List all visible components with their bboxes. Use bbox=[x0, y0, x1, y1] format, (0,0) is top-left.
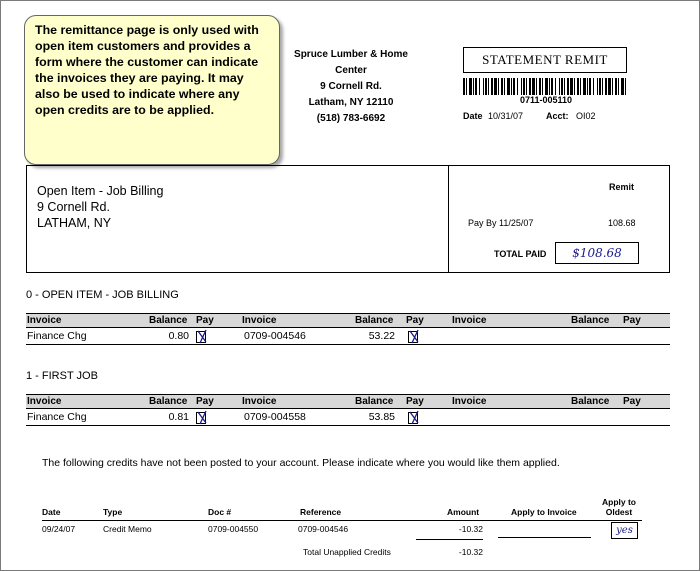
credits-header-line bbox=[42, 520, 642, 521]
row-balance: 0.81 bbox=[168, 411, 189, 423]
callout-text: The remittance page is only used with open item customers and provides a form where the customer can indicate the invoices they are paying. It may also be used to indicate where any open credits are to be applied. bbox=[35, 23, 259, 117]
credits-note: The following credits have not been posted to your account. Please indicate where you would like them applied. bbox=[42, 457, 560, 469]
credit-type: Credit Memo bbox=[103, 524, 152, 534]
barcode-number: 0711-005110 bbox=[519, 95, 573, 105]
statement-title: STATEMENT REMIT bbox=[463, 47, 627, 73]
company-street: 9 Cornell Rd. bbox=[320, 81, 382, 92]
credits-th-date: Date bbox=[42, 507, 61, 517]
th-invoice-2: Invoice bbox=[242, 315, 277, 326]
row-balance: 0.80 bbox=[168, 330, 189, 342]
th-pay-2: Pay bbox=[406, 315, 424, 326]
table-row bbox=[26, 411, 670, 425]
table-header-open-item bbox=[26, 313, 670, 328]
total-unapplied-label: Total Unapplied Credits bbox=[303, 547, 391, 557]
pay-by-amount: 108.68 bbox=[608, 218, 636, 228]
th-pay-3: Pay bbox=[623, 315, 641, 326]
acct-label: Acct: bbox=[546, 111, 569, 121]
th-invoice-2: Invoice bbox=[242, 396, 277, 407]
th-balance-1: Balance bbox=[149, 315, 188, 326]
credits-th-type: Type bbox=[103, 507, 123, 517]
row-invoice: 0709-004546 bbox=[244, 330, 306, 342]
amount-underline bbox=[416, 539, 483, 540]
credits-th-apply-invoice: Apply to Invoice bbox=[511, 507, 577, 517]
credit-reference: 0709-004546 bbox=[298, 524, 349, 534]
info-callout bbox=[24, 15, 280, 165]
credits-th-doc: Doc # bbox=[208, 507, 232, 517]
row-invoice: Finance Chg bbox=[27, 411, 87, 423]
credits-th-amount: Amount bbox=[447, 507, 480, 517]
row-balance: 53.22 bbox=[368, 330, 395, 342]
acct-value: OI02 bbox=[576, 111, 596, 121]
company-name: Spruce Lumber & Home Center bbox=[294, 49, 408, 76]
row-divider bbox=[26, 344, 670, 345]
pay-by-label: Pay By 11/25/07 bbox=[468, 218, 534, 228]
th-pay-1: Pay bbox=[196, 396, 214, 407]
apply-oldest-line2: Oldest bbox=[605, 507, 633, 517]
credit-doc: 0709-004550 bbox=[208, 524, 259, 534]
company-city: Latham, NY 12110 bbox=[308, 97, 394, 108]
pay-checkbox[interactable] bbox=[408, 412, 418, 424]
pay-checkbox[interactable] bbox=[408, 331, 418, 343]
section-title-first-job: 1 - FIRST JOB bbox=[26, 370, 98, 382]
th-pay-2: Pay bbox=[406, 396, 424, 407]
customer-line2: 9 Cornell Rd. bbox=[37, 200, 110, 214]
company-block bbox=[281, 47, 421, 127]
row-invoice: Finance Chg bbox=[27, 330, 87, 342]
total-paid-label: TOTAL PAID bbox=[494, 249, 547, 259]
row-invoice: 0709-004558 bbox=[244, 411, 306, 423]
credits-th-reference: Reference bbox=[300, 507, 342, 517]
customer-line3: LATHAM, NY bbox=[37, 216, 112, 230]
th-invoice-3: Invoice bbox=[452, 315, 487, 326]
th-invoice-3: Invoice bbox=[452, 396, 487, 407]
box-divider bbox=[448, 166, 449, 272]
barcode-icon bbox=[463, 78, 629, 95]
th-balance-2: Balance bbox=[355, 315, 394, 326]
customer-address bbox=[37, 183, 163, 231]
section-title-open-item: 0 - OPEN ITEM - JOB BILLING bbox=[26, 289, 179, 301]
row-divider bbox=[26, 425, 670, 426]
table-row bbox=[26, 330, 670, 344]
th-pay-3: Pay bbox=[623, 396, 641, 407]
apply-oldest-line1: Apply to bbox=[602, 497, 636, 507]
pay-checkbox[interactable] bbox=[196, 412, 206, 424]
th-balance-3: Balance bbox=[571, 396, 610, 407]
apply-invoice-field[interactable] bbox=[498, 537, 591, 538]
table-header-first-job bbox=[26, 394, 670, 409]
row-balance: 53.85 bbox=[368, 411, 395, 423]
th-balance-1: Balance bbox=[149, 396, 188, 407]
pay-checkbox[interactable] bbox=[196, 331, 206, 343]
credit-amount: -10.32 bbox=[458, 524, 483, 534]
credit-row bbox=[42, 524, 642, 536]
total-paid-field[interactable]: $108.68 bbox=[555, 242, 639, 264]
total-unapplied-value: -10.32 bbox=[458, 547, 483, 557]
apply-oldest-field[interactable]: yes bbox=[611, 522, 638, 539]
remit-header: Remit bbox=[609, 182, 635, 192]
date-value: 10/31/07 bbox=[488, 111, 524, 121]
date-label: Date bbox=[463, 111, 483, 121]
th-invoice-1: Invoice bbox=[27, 315, 62, 326]
credits-header bbox=[42, 497, 642, 521]
th-balance-3: Balance bbox=[571, 315, 610, 326]
th-pay-1: Pay bbox=[196, 315, 214, 326]
company-phone: (518) 783-6692 bbox=[316, 113, 386, 124]
th-balance-2: Balance bbox=[355, 396, 394, 407]
th-invoice-1: Invoice bbox=[27, 396, 62, 407]
customer-line1: Open Item - Job Billing bbox=[37, 184, 164, 198]
credit-date: 09/24/07 bbox=[42, 524, 76, 534]
credits-th-apply-oldest bbox=[596, 497, 642, 517]
